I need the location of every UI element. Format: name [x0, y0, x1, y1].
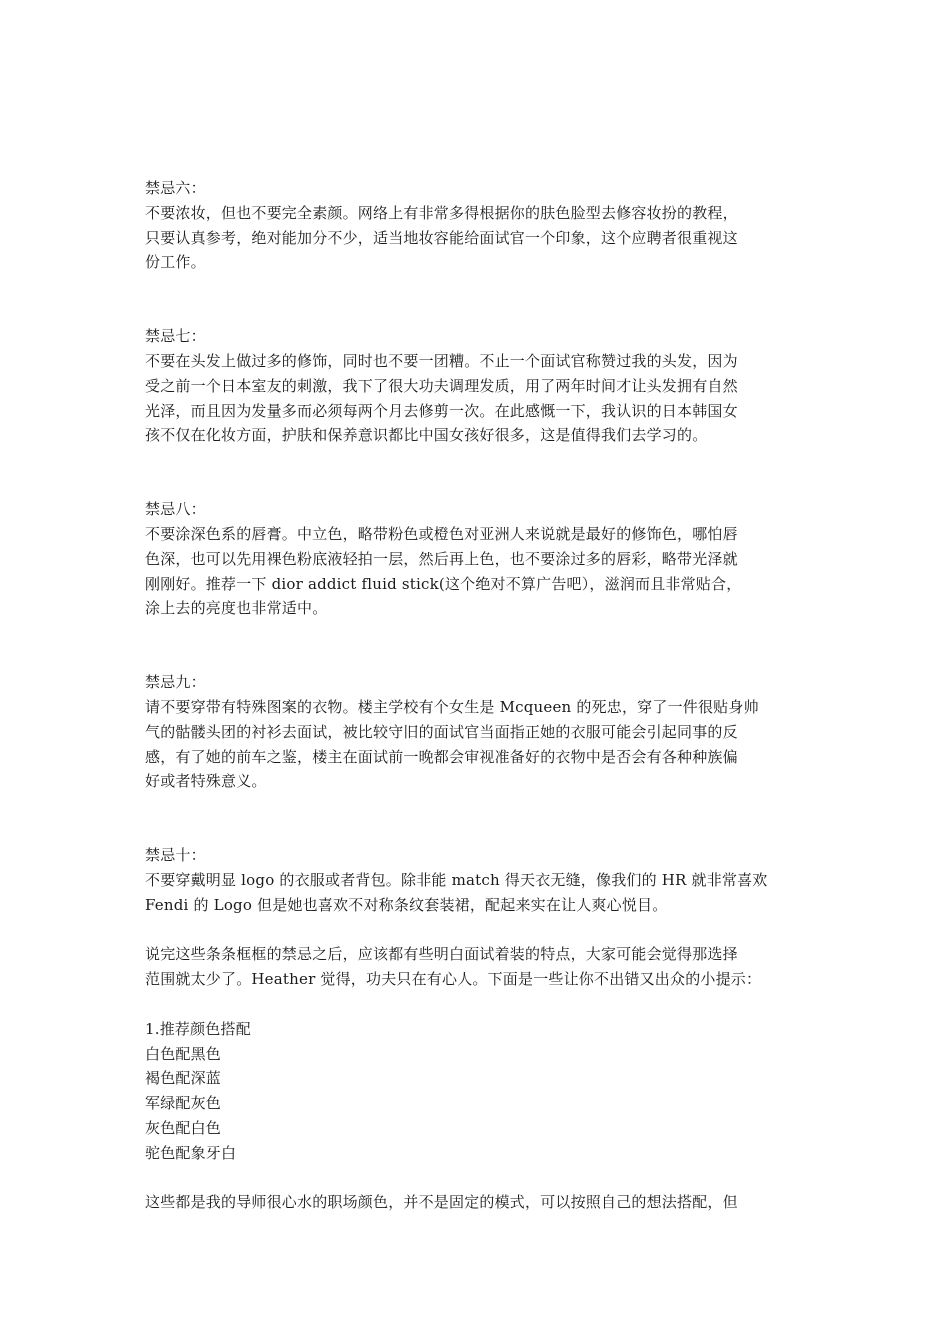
list-item: 褐色配深蓝	[145, 1069, 222, 1088]
paragraph-line: 色深，也可以先用裸色粉底液轻拍一层，然后再上色，也不要涂过多的唇彩，略带光泽就	[145, 549, 738, 568]
paragraph-line: 范围就太少了。Heather 觉得，功夫只在有心人。下面是一些让你不出错又出众的小提示：	[145, 970, 762, 989]
list-item: 驼色配象牙白	[145, 1143, 237, 1162]
tips-title: 1.推荐颜色搭配	[145, 1019, 251, 1038]
closing-paragraph	[145, 1190, 825, 1215]
summary-paragraph	[145, 942, 825, 992]
paragraph-line: 不要穿戴明显 logo 的衣服或者背包。除非能 match 得天衣无缝，像我们的 HR 就非常喜欢	[145, 870, 768, 889]
paragraph-line: 涂上去的亮度也非常适中。	[145, 599, 328, 618]
paragraph-line: 说完这些条条框框的禁忌之后，应该都有些明白面试着装的特点，大家可能会觉得那选择	[145, 945, 738, 964]
paragraph-line: 请不要穿带有特殊图案的衣物。楼主学校有个女生是 Mcqueen 的死忠，穿了一件很贴身帅	[145, 697, 759, 716]
section-heading: 禁忌八：	[145, 500, 206, 519]
paragraph-line: 不要在头发上做过多的修饰，同时也不要一团糟。不止一个面试官称赞过我的头发，因为	[145, 351, 738, 370]
section-heading: 禁忌六：	[145, 179, 206, 197]
paragraph-line: 只要认真参考，绝对能加分不少，适当地妆容能给面试官一个印象，这个应聘者很重视这	[145, 228, 738, 247]
paragraph-line: 不要涂深色系的唇膏。中立色，略带粉色或橙色对亚洲人来说就是最好的修饰色，哪怕唇	[145, 524, 738, 543]
taboo-section-9	[145, 670, 825, 794]
paragraph-line: 感，有了她的前车之鉴，楼主在面试前一晚都会审视准备好的衣物中是否会有各种种族偏	[145, 747, 738, 766]
paragraph-line: 不要浓妆，但也不要完全素颜。网络上有非常多得根据你的肤色脸型去修容妆扮的教程，	[145, 203, 738, 222]
paragraph-line: 刚刚好。推荐一下 dior addict fluid stick(这个绝对不算广告吧），滋润而且非常贴合，	[145, 574, 742, 593]
taboo-section-7	[145, 324, 825, 448]
paragraph-line: 受之前一个日本室友的刺激，我下了很大功夫调理发质，用了两年时间才让头发拥有自然	[145, 376, 738, 395]
paragraph-line: 份工作。	[145, 253, 206, 272]
color-tips-list	[145, 1017, 825, 1166]
paragraph-line: 光泽，而且因为发量多而必须每两个月去修剪一次。在此感慨一下，我认识的日本韩国女	[145, 401, 738, 420]
section-heading: 禁忌七：	[145, 327, 206, 346]
taboo-section-10	[145, 843, 825, 917]
taboo-section-6	[145, 176, 825, 275]
taboo-section-8	[145, 497, 825, 621]
paragraph-line: Fendi 的 Logo 但是她也喜欢不对称条纹套装裙，配起来实在让人爽心悦目。	[145, 895, 668, 914]
paragraph-line: 这些都是我的导师很心水的职场颜色，并不是固定的模式，可以按照自己的想法搭配，但	[145, 1193, 738, 1212]
section-heading: 禁忌九：	[145, 673, 206, 692]
paragraph-line: 气的骷髅头团的衬衫去面试，被比较守旧的面试官当面指正她的衣服可能会引起同事的反	[145, 722, 738, 741]
section-heading: 禁忌十：	[145, 846, 206, 865]
paragraph-line: 好或者特殊意义。	[145, 772, 267, 791]
list-item: 灰色配白色	[145, 1118, 222, 1137]
document-page	[145, 176, 825, 1215]
paragraph-line: 孩不仅在化妆方面，护肤和保养意识都比中国女孩好很多，这是值得我们去学习的。	[145, 426, 708, 445]
list-item: 军绿配灰色	[145, 1094, 222, 1113]
list-item: 白色配黑色	[145, 1044, 222, 1063]
